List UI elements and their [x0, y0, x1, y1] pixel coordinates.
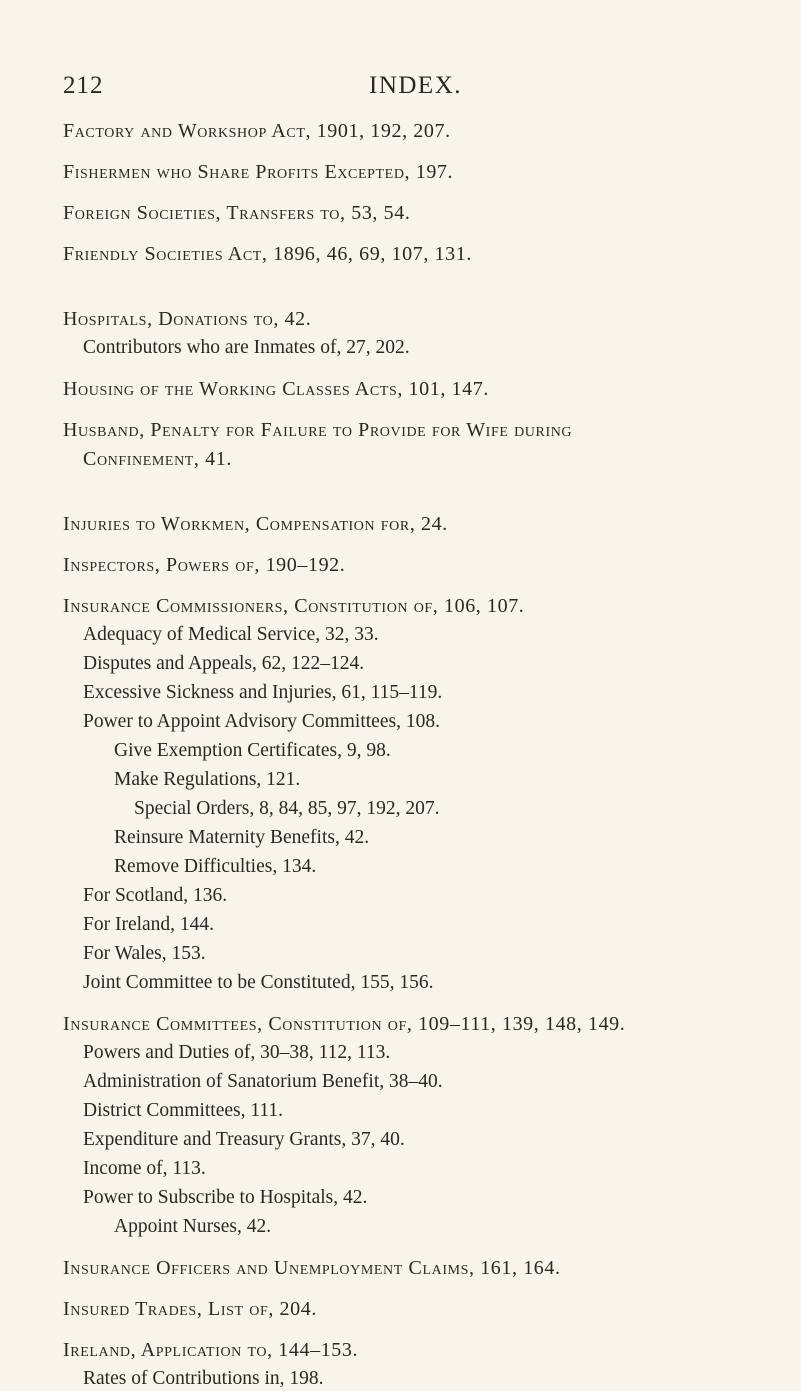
index-entry: Foreign Societies, Transfers to, 53, 54.	[63, 202, 411, 224]
index-subentry: For Scotland, 136.	[83, 885, 228, 906]
index-entry: Inspectors, Powers of, 190–192.	[63, 554, 346, 576]
page-number: 212	[63, 72, 104, 99]
index-entries	[63, 119, 793, 1391]
index-subentry: Adequacy of Medical Service, 32, 33.	[83, 624, 379, 645]
index-subentry: Excessive Sickness and Injuries, 61, 115–119.	[83, 682, 443, 703]
page-header	[0, 72, 801, 106]
index-entry: Factory and Workshop Act, 1901, 192, 207.	[63, 120, 451, 142]
index-subentry: Rates of Contributions in, 198.	[83, 1368, 324, 1389]
index-subentry: For Ireland, 144.	[83, 914, 215, 935]
index-subentry: Give Exemption Certificates, 9, 98.	[114, 740, 391, 761]
index-entry: Housing of the Working Classes Acts, 101, 147.	[63, 378, 489, 400]
index-subentry: Reinsure Maternity Benefits, 42.	[114, 827, 370, 848]
index-entry: Injuries to Workmen, Compensation for, 24.	[63, 513, 448, 535]
index-entry: Hospitals, Donations to, 42.	[63, 308, 312, 330]
index-subentry: For Wales, 153.	[83, 943, 206, 964]
index-subentry: Special Orders, 8, 84, 85, 97, 192, 207.	[134, 798, 440, 819]
index-entry: Insurance Commissioners, Constitution of, 106, 107.	[63, 595, 525, 617]
index-entry: Fishermen who Share Profits Excepted, 197.	[63, 161, 454, 183]
index-subentry: District Committees, 111.	[83, 1100, 284, 1121]
index-entry: Friendly Societies Act, 1896, 46, 69, 107, 131.	[63, 243, 472, 265]
index-subentry: Income of, 113.	[83, 1158, 206, 1179]
index-subentry: Power to Subscribe to Hospitals, 42.	[83, 1187, 368, 1208]
index-subentry: Remove Difficulties, 134.	[114, 856, 317, 877]
index-subentry: Contributors who are Inmates of, 27, 202.	[83, 337, 410, 358]
index-subentry: Disputes and Appeals, 62, 122–124.	[83, 653, 365, 674]
index-entry: Husband, Penalty for Failure to Provide for Wife during	[63, 419, 573, 441]
index-subentry: Expenditure and Treasury Grants, 37, 40.	[83, 1129, 405, 1150]
index-entry: Insurance Committees, Constitution of, 109–111, 139, 148, 149.	[63, 1013, 626, 1035]
index-subentry: Administration of Sanatorium Benefit, 38–40.	[83, 1071, 443, 1092]
index-entry: Insurance Officers and Unemployment Claims, 161, 164.	[63, 1257, 561, 1279]
index-subentry: Make Regulations, 121.	[114, 769, 301, 790]
index-subentry: Appoint Nurses, 42.	[114, 1216, 272, 1237]
index-entry-continuation: Confinement, 41.	[83, 448, 232, 470]
index-subentry: Powers and Duties of, 30–38, 112, 113.	[83, 1042, 391, 1063]
index-subentry: Joint Committee to be Constituted, 155, 156.	[83, 972, 434, 993]
index-entry: Ireland, Application to, 144–153.	[63, 1339, 359, 1361]
running-head: INDEX.	[369, 72, 463, 99]
index-entry: Insured Trades, List of, 204.	[63, 1298, 317, 1320]
index-subentry: Power to Appoint Advisory Committees, 108.	[83, 711, 440, 732]
